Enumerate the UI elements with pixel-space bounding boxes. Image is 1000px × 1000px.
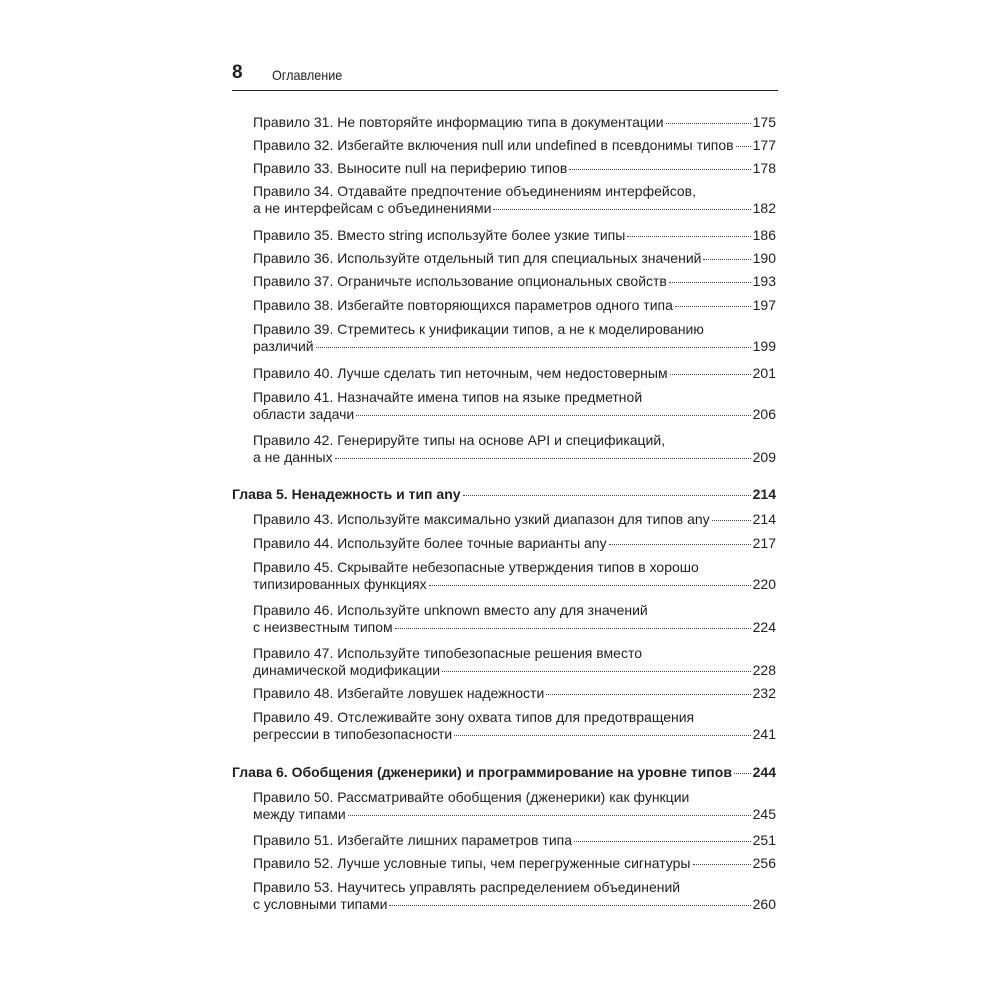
entry-title-line: Правило 43. Используйте максимально узкий диапазон для типов any: [253, 511, 710, 527]
entry-title-line: Правило 46. Используйте unknown вместо any для значений: [253, 602, 648, 618]
toc-rule-entry: [253, 227, 776, 244]
entry-leader-row: [253, 662, 776, 679]
entry-title-line: между типами: [253, 806, 346, 822]
entry-leader-row: [253, 406, 776, 423]
dot-leader: [609, 543, 751, 545]
entry-title-line: Правило 48. Избегайте ловушек надежности: [253, 685, 545, 701]
entry-leader-row: [253, 832, 776, 849]
entry-title-line: Правило 34. Отдавайте предпочтение объединениям интерфейсов,: [253, 183, 696, 199]
entry-title-line: Правило 44. Используйте более точные варианты any: [253, 535, 607, 551]
entry-page-number: 178: [752, 160, 776, 176]
entry-title-line: Правило 37. Ограничьте использование опциональных свойств: [253, 273, 667, 289]
entry-title-line: Правило 35. Вместо string используйте более узкие типы: [253, 227, 626, 243]
entry-title-line: Глава 5. Ненадежность и тип any: [232, 486, 461, 502]
entry-title-line: Глава 6. Обобщения (дженерики) и программирование на уровне типов: [232, 764, 732, 780]
entry-page-number: 241: [752, 726, 776, 742]
toc-rule-entry: [253, 535, 776, 552]
entry-page-number: 217: [752, 535, 776, 551]
entry-title-line: Правило 40. Лучше сделать тип неточным, чем недостоверным: [253, 365, 668, 381]
toc-rule-entry: [253, 789, 776, 823]
entry-page-number: 245: [752, 806, 776, 822]
entry-page-number: 244: [752, 764, 776, 780]
entry-title-line: Правило 32. Избегайте включения null или undefined в псевдонимы типов: [253, 137, 734, 153]
entry-title-line: Правило 51. Избегайте лишних параметров типа: [253, 832, 573, 848]
entry-title-line: Правило 41. Назначайте имена типов на языке предметной: [253, 389, 643, 405]
entry-leader-row: [253, 273, 776, 290]
dot-leader: [712, 519, 751, 521]
dot-leader: [703, 258, 750, 260]
entry-title-line: Правило 33. Выносите null на периферию типов: [253, 160, 568, 176]
entry-title-line: с неизвестным типом: [253, 619, 393, 635]
entry-title-line: Правило 38. Избегайте повторяющихся параметров одного типа: [253, 297, 673, 313]
toc-rule-entry: [253, 832, 776, 849]
dot-leader: [356, 414, 750, 416]
entry-leader-row: [253, 160, 776, 177]
entry-leader-row: [253, 685, 776, 702]
entry-page-number: 186: [752, 227, 776, 243]
entry-leader-row: [253, 297, 776, 314]
entry-page-number: 260: [752, 896, 776, 912]
entry-page-number: 232: [752, 685, 776, 701]
toc-rule-entry: [253, 273, 776, 290]
page-number: 8: [232, 62, 243, 83]
toc-rule-entry: [253, 645, 776, 679]
dot-leader: [734, 772, 751, 774]
toc-rule-entry: [253, 511, 776, 528]
entry-title-line: типизированных функциях: [253, 576, 427, 592]
dot-leader: [669, 281, 751, 283]
dot-leader: [546, 693, 750, 695]
toc-rule-entry: [253, 389, 776, 423]
toc-rule-entry: [253, 685, 776, 702]
entry-title-line: динамической модификации: [253, 662, 441, 678]
dot-leader: [335, 457, 751, 459]
entry-leader-row: [232, 764, 776, 781]
entry-title-line: Правило 31. Не повторяйте информацию типа в документации: [253, 114, 664, 130]
entry-leader-row: [253, 114, 776, 131]
dot-leader: [395, 627, 751, 629]
dot-leader: [569, 168, 750, 170]
toc-rule-entry: [253, 137, 776, 154]
entry-leader-row: [253, 449, 776, 466]
entry-leader-row: [253, 855, 776, 872]
dot-leader: [463, 494, 751, 496]
entry-title-line: области задачи: [253, 406, 355, 422]
entry-page-number: 190: [752, 250, 776, 266]
entry-page-number: 206: [752, 406, 776, 422]
entry-page-number: 201: [752, 365, 776, 381]
dot-leader: [348, 814, 751, 816]
toc-rule-entry: [253, 321, 776, 355]
dot-leader: [454, 734, 750, 736]
dot-leader: [736, 145, 751, 147]
entry-leader-row: [232, 486, 776, 503]
entry-leader-row: [253, 726, 776, 743]
entry-leader-row: [253, 576, 776, 593]
entry-title-line: регрессии в типобезопасности: [253, 726, 453, 742]
entry-title-line: Правило 39. Стремитесь к унификации типов, а не к моделированию: [253, 321, 704, 337]
entry-title-line: а не интерфейсам с объединениями: [253, 200, 492, 216]
entry-title-line: Правило 52. Лучше условные типы, чем перегруженные сигнатуры: [253, 855, 691, 871]
entry-title-line: Правило 50. Рассматривайте обобщения (дженерики) как функции: [253, 789, 690, 805]
toc-rule-entry: [253, 879, 776, 913]
dot-leader: [389, 904, 750, 906]
entry-page-number: 175: [752, 114, 776, 130]
dot-leader: [574, 840, 751, 842]
entry-title-line: различий: [253, 338, 314, 354]
entry-page-number: 224: [752, 619, 776, 635]
toc-rule-entry: [253, 160, 776, 177]
entry-leader-row: [253, 137, 776, 154]
entry-page-number: 182: [752, 200, 776, 216]
entry-title-line: Правило 36. Используйте отдельный тип для специальных значений: [253, 250, 702, 266]
entry-title-line: с условными типами: [253, 896, 388, 912]
entry-page-number: 199: [752, 338, 776, 354]
toc-chapter-entry: [232, 764, 776, 781]
entry-title-line: а не данных: [253, 449, 333, 465]
entry-title-line: Правило 49. Отслеживайте зону охвата типов для предотвращения: [253, 709, 695, 725]
dot-leader: [316, 346, 751, 348]
toc-rule-entry: [253, 365, 776, 382]
entry-page-number: 228: [752, 662, 776, 678]
entry-leader-row: [253, 806, 776, 823]
entry-page-number: 214: [752, 511, 776, 527]
toc-rule-entry: [253, 114, 776, 131]
toc-rule-entry: [253, 432, 776, 466]
toc-rule-entry: [253, 183, 776, 217]
entry-page-number: 214: [752, 486, 776, 502]
entry-page-number: 256: [752, 855, 776, 871]
entry-leader-row: [253, 619, 776, 636]
entry-page-number: 209: [752, 449, 776, 465]
entry-page-number: 197: [752, 297, 776, 313]
toc-rule-entry: [253, 250, 776, 267]
entry-leader-row: [253, 338, 776, 355]
entry-leader-row: [253, 535, 776, 552]
dot-leader: [429, 584, 751, 586]
toc-chapter-entry: [232, 486, 776, 503]
entry-title-line: Правило 42. Генерируйте типы на основе API и спецификаций,: [253, 432, 666, 448]
toc-rule-entry: [253, 559, 776, 593]
dot-leader: [670, 373, 751, 375]
dot-leader: [627, 235, 750, 237]
entry-leader-row: [253, 227, 776, 244]
toc-rule-entry: [253, 709, 776, 743]
entry-page-number: 193: [752, 273, 776, 289]
entry-page-number: 220: [752, 576, 776, 592]
entry-leader-row: [253, 200, 776, 217]
running-header-title: Оглавление: [272, 67, 343, 83]
dot-leader: [693, 863, 751, 865]
toc-rule-entry: [253, 855, 776, 872]
entry-title-line: Правило 47. Используйте типобезопасные решения вместо: [253, 645, 643, 661]
entry-page-number: 251: [752, 832, 776, 848]
entry-leader-row: [253, 250, 776, 267]
toc-rule-entry: [253, 602, 776, 636]
dot-leader: [493, 208, 750, 210]
entry-leader-row: [253, 896, 776, 913]
entry-leader-row: [253, 511, 776, 528]
entry-leader-row: [253, 365, 776, 382]
dot-leader: [442, 670, 751, 672]
toc-rule-entry: [253, 297, 776, 314]
entry-title-line: Правило 45. Скрывайте небезопасные утверждения типов в хорошо: [253, 559, 699, 575]
running-header: [232, 60, 778, 91]
dot-leader: [666, 122, 751, 124]
entry-page-number: 177: [752, 137, 776, 153]
entry-title-line: Правило 53. Научитесь управлять распределением объединений: [253, 879, 681, 895]
dot-leader: [675, 305, 751, 307]
